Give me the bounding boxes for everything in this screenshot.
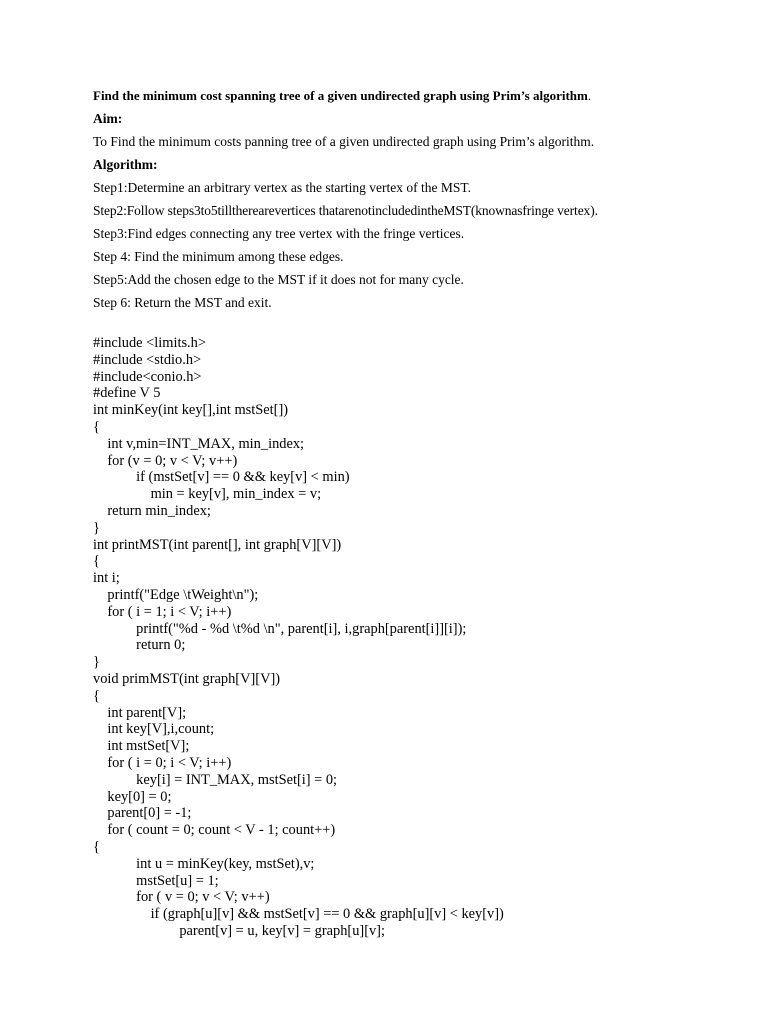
- code-line: #include<conio.h>: [93, 368, 202, 385]
- code-line: #include <limits.h>: [93, 335, 206, 351]
- code-line: key[i] = INT_MAX, mstSet[i] = 0;: [93, 771, 338, 788]
- algorithm-step: Step 4: Find the minimum among these edges.: [93, 249, 344, 264]
- document-title-text: Find the minimum cost spanning tree of a given undirected graph using Prim’s algorithm: [93, 88, 588, 103]
- code-line: printf("Edge \tWeight\n");: [93, 586, 259, 603]
- code-line: if (mstSet[v] == 0 && key[v] < min): [93, 469, 350, 486]
- aim-heading: Aim:: [93, 111, 123, 126]
- code-line: }: [93, 654, 100, 671]
- code-line: int minKey(int key[],int mstSet[]): [93, 402, 289, 419]
- code-line: int i;: [93, 570, 120, 587]
- code-line: for (v = 0; v < V; v++): [93, 452, 238, 469]
- code-line: {: [93, 553, 100, 570]
- code-line: parent[0] = -1;: [93, 805, 192, 822]
- aim-text: To Find the minimum costs panning tree of a given undirected graph using Prim’s algorithm.: [93, 134, 595, 149]
- algorithm-step: Step1:Determine an arbitrary vertex as the starting vertex of the MST.: [93, 180, 471, 195]
- code-line: {: [93, 838, 100, 855]
- code-line: for ( i = 0; i < V; i++): [93, 754, 232, 771]
- code-line: mstSet[u] = 1;: [93, 872, 219, 889]
- algorithm-step: Step2:Follow steps3to5tilltherearevertices thatarenotincludedintheMST(knownasfringe vertex).: [93, 203, 598, 218]
- code-line: return min_index;: [93, 502, 211, 519]
- algorithm-step: Step 6: Return the MST and exit.: [93, 295, 272, 310]
- code-line: int u = minKey(key, mstSet),v;: [93, 855, 315, 872]
- code-line: parent[v] = u, key[v] = graph[u][v];: [93, 922, 385, 939]
- code-line: int printMST(int parent[], int graph[V][V]): [93, 536, 342, 553]
- code-line: #include <stdio.h>: [93, 351, 202, 368]
- document-title-period: .: [587, 88, 592, 103]
- code-line: for ( i = 1; i < V; i++): [93, 603, 232, 620]
- code-line: int v,min=INT_MAX, min_index;: [93, 435, 305, 452]
- code-line: #define V 5: [93, 385, 161, 402]
- algorithm-step: Step3:Find edges connecting any tree vertex with the fringe vertices.: [93, 226, 465, 241]
- code-line: int key[V],i,count;: [93, 721, 215, 738]
- code-line: }: [93, 519, 100, 536]
- code-line: min = key[v], min_index = v;: [93, 486, 322, 503]
- algorithm-heading: Algorithm:: [93, 157, 158, 172]
- code-line: int parent[V];: [93, 704, 187, 721]
- code-line: return 0;: [93, 637, 186, 654]
- algorithm-steps: [93, 178, 733, 313]
- code-line: int mstSet[V];: [93, 738, 190, 755]
- algorithm-step: Step5:Add the chosen edge to the MST if it does not for many cycle.: [93, 272, 464, 287]
- code-line: for ( count = 0; count < V - 1; count++): [93, 822, 336, 839]
- code-line: for ( v = 0; v < V; v++): [93, 889, 270, 906]
- code-listing: [93, 335, 733, 940]
- document-title: [93, 86, 733, 106]
- code-line: printf("%d - %d \t%d \n", parent[i], i,graph[parent[i]][i]);: [93, 620, 467, 637]
- code-line: if (graph[u][v] && mstSet[v] == 0 && graph[u][v] < key[v]): [93, 906, 504, 923]
- code-line: {: [93, 418, 100, 435]
- code-line: void primMST(int graph[V][V]): [93, 670, 281, 687]
- document-page: [93, 86, 733, 940]
- code-line: {: [93, 687, 100, 704]
- code-line: key[0] = 0;: [93, 788, 172, 805]
